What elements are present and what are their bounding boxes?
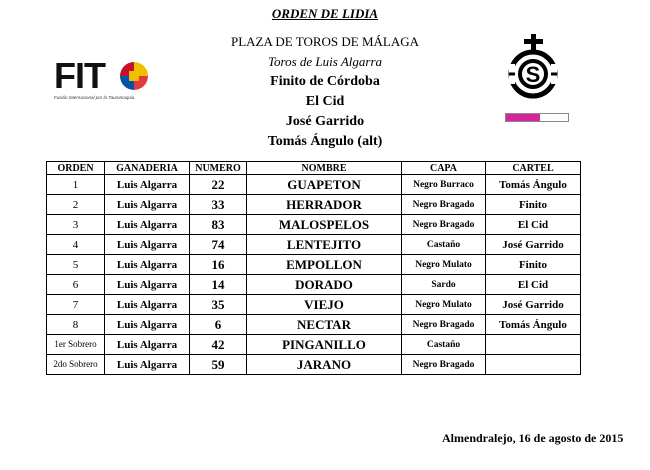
orden-table: [46, 161, 581, 375]
cell-nombre: JARANO: [247, 355, 402, 375]
cell-orden: 5: [47, 255, 105, 275]
cell-numero: 6: [190, 315, 247, 335]
cell-cartel: [486, 355, 581, 375]
cell-numero: 14: [190, 275, 247, 295]
cell-nombre: GUAPETON: [247, 175, 402, 195]
cell-capa: Castaño: [402, 235, 486, 255]
cell-cartel: José Garrido: [486, 235, 581, 255]
cell-numero: 42: [190, 335, 247, 355]
cell-capa: Negro Burraco: [402, 175, 486, 195]
cell-numero: 74: [190, 235, 247, 255]
cell-ganaderia: Luis Algarra: [105, 175, 190, 195]
footer-date: Almendralejo, 16 de agosto de 2015: [442, 431, 624, 445]
cell-capa: Negro Bragado: [402, 215, 486, 235]
cell-ganaderia: Luis Algarra: [105, 295, 190, 315]
table-row: [47, 335, 581, 355]
cell-nombre: PINGANILLO: [247, 335, 402, 355]
matador-3: José Garrido: [285, 114, 365, 129]
header-orden: ORDEN: [47, 162, 105, 175]
table-row: [47, 175, 581, 195]
header-ganaderia: GANADERIA: [105, 162, 190, 175]
table-row: [47, 295, 581, 315]
cell-numero: 35: [190, 295, 247, 315]
table-row: [47, 275, 581, 295]
cell-cartel: Finito: [486, 255, 581, 275]
cell-ganaderia: Luis Algarra: [105, 215, 190, 235]
matador-2: El Cid: [305, 94, 345, 109]
color-divisa-fill: [506, 114, 540, 121]
cell-nombre: EMPOLLON: [247, 255, 402, 275]
cell-numero: 83: [190, 215, 247, 235]
cell-capa: Negro Bragado: [402, 195, 486, 215]
plaza-name: PLAZA DE TOROS DE MÁLAGA: [230, 34, 420, 49]
cell-ganaderia: Luis Algarra: [105, 195, 190, 215]
color-divisa-bar: [505, 113, 569, 122]
cell-nombre: LENTEJITO: [247, 235, 402, 255]
matador-alt: Tomás Ángulo (alt): [267, 134, 383, 149]
table-row: [47, 235, 581, 255]
flag-icon: [120, 62, 148, 90]
cell-orden: 1: [47, 175, 105, 195]
cell-nombre: HERRADOR: [247, 195, 402, 215]
cell-cartel: José Garrido: [486, 295, 581, 315]
cell-orden: 2do Sobrero: [47, 355, 105, 375]
cell-ganaderia: Luis Algarra: [105, 335, 190, 355]
cell-orden: 7: [47, 295, 105, 315]
cell-ganaderia: Luis Algarra: [105, 275, 190, 295]
table-row: [47, 215, 581, 235]
fit-logo-text: FIT: [54, 55, 105, 96]
cell-cartel: El Cid: [486, 215, 581, 235]
header-nombre: NOMBRE: [247, 162, 402, 175]
cell-orden: 6: [47, 275, 105, 295]
table-row: [47, 355, 581, 375]
table-row: [47, 195, 581, 215]
header-numero: NUMERO: [190, 162, 247, 175]
cell-orden: 2: [47, 195, 105, 215]
cell-ganaderia: Luis Algarra: [105, 355, 190, 375]
cell-cartel: Finito: [486, 195, 581, 215]
cell-orden: 8: [47, 315, 105, 335]
cell-orden: 3: [47, 215, 105, 235]
cell-ganaderia: Luis Algarra: [105, 315, 190, 335]
cell-capa: Negro Mulato: [402, 295, 486, 315]
cell-numero: 33: [190, 195, 247, 215]
cell-capa: Negro Bragado: [402, 315, 486, 335]
cell-cartel: [486, 335, 581, 355]
matador-1: Finito de Córdoba: [270, 74, 380, 89]
cell-ganaderia: Luis Algarra: [105, 255, 190, 275]
cell-nombre: DORADO: [247, 275, 402, 295]
cell-capa: Castaño: [402, 335, 486, 355]
cell-orden: 1er Sobrero: [47, 335, 105, 355]
cell-numero: 16: [190, 255, 247, 275]
fit-logo-subtitle: Fusión Internacional por la Tauromaquia: [54, 95, 135, 100]
cell-ganaderia: Luis Algarra: [105, 235, 190, 255]
fit-logo: [54, 55, 154, 106]
ganaderia-title: Toros de Luis Algarra: [267, 54, 383, 69]
cell-cartel: Tomás Ángulo: [486, 175, 581, 195]
cell-nombre: NECTAR: [247, 315, 402, 335]
cell-capa: Sardo: [402, 275, 486, 295]
cell-capa: Negro Bragado: [402, 355, 486, 375]
cell-nombre: MALOSPELOS: [247, 215, 402, 235]
table-row: [47, 255, 581, 275]
cell-orden: 4: [47, 235, 105, 255]
cell-cartel: El Cid: [486, 275, 581, 295]
svg-text:S: S: [525, 62, 541, 87]
table-header-row: [47, 162, 581, 175]
cell-cartel: Tomás Ángulo: [486, 315, 581, 335]
ganaderia-brand-icon: [505, 34, 561, 112]
header-capa: CAPA: [402, 162, 486, 175]
cell-numero: 59: [190, 355, 247, 375]
page-title: ORDEN DE LIDIA: [271, 6, 379, 21]
cell-numero: 22: [190, 175, 247, 195]
cell-capa: Negro Mulato: [402, 255, 486, 275]
table-row: [47, 315, 581, 335]
cell-nombre: VIEJO: [247, 295, 402, 315]
header-cartel: CARTEL: [486, 162, 581, 175]
